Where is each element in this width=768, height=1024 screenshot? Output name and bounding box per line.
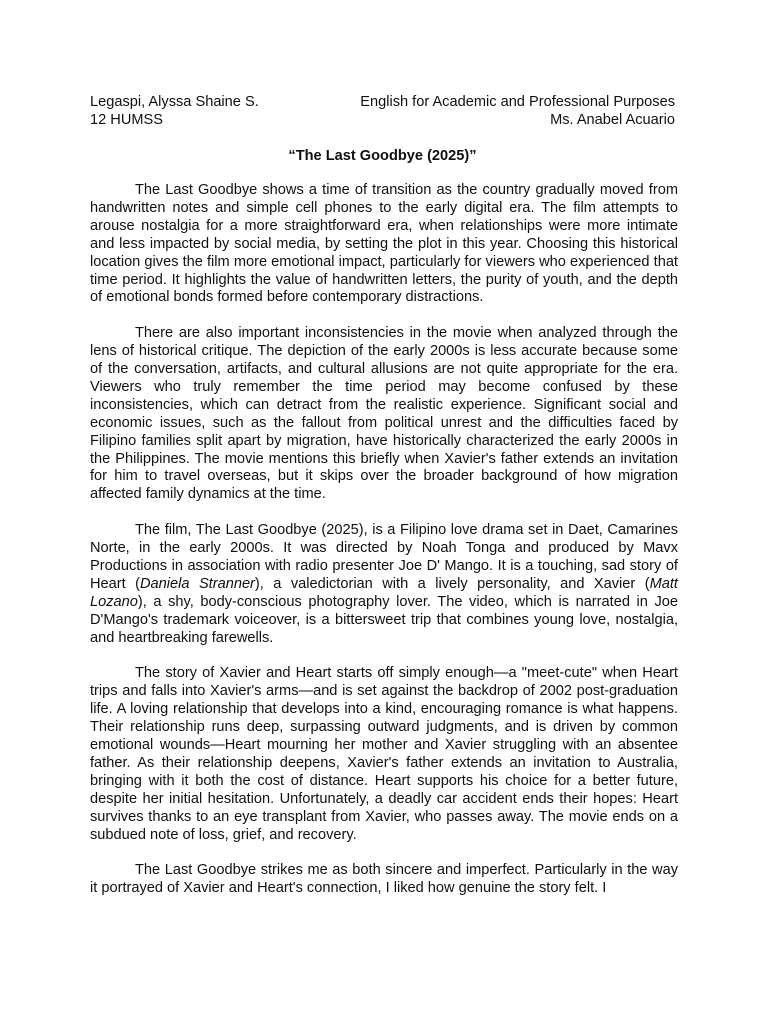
paragraph-4: The story of Xavier and Heart starts off simply enough—a "meet-cute" when Heart trips and falls into Xavier's arms—and is set against the backdrop of 2002 post-graduation life. A loving relationship that develops into a kind, encouraging romance is what happens. Their relationship runs deep, surpassing outward judgments, and is driven by common emotional wounds—Heart mourning her mother and Xavier struggling with an absentee father. As their relationship deepens, Xavier's father extends an invitation to Australia, bringing with it both the cost of distance. Heart supports his choice for a better future, despite her initial hesitation. Unfortunately, a deadly car accident ends their hopes: Heart survives thanks to an eye transplant from Xavier, who passes away. The movie ends on a subdued note of loss, grief, and recovery. [90, 665, 678, 843]
paragraph-1: The Last Goodbye shows a time of transition as the country gradually moved from handwritten notes and simple cell phones to the early digital era. The film attempts to arouse nostalgia for a more straightforward era, when relationships were more intimate and less impacted by social media, by setting the plot in this year. Choosing this historical location gives the film more emotional impact, particularly for viewers who experienced that time period. It highlights the value of handwritten letters, the purity of youth, and the depth of emotional bonds formed before contemporary distractions. [90, 182, 678, 306]
document-header [90, 93, 675, 129]
actor-name-heart: Daniela Stranner [140, 575, 255, 592]
paragraph-3-text-a: The film, The Last Goodbye (2025), is a Filipino love drama set in Daet, Camarines Norte, in the early 2000s. It was directed by Noah Tonga and produced by Mavx Productions in association with radio presenter Joe D' Mango. It is a touching, sad story of Heart ( [90, 522, 678, 592]
header-row-2 [90, 111, 675, 129]
paragraph-3-text-c: ), a shy, body-conscious photography lover. The video, which is narrated in Joe D'Mango's trademark voiceover, is a bittersweet trip that combines young love, nostalgia, and heartbreaking farewells. [90, 593, 678, 646]
paragraph-5: The Last Goodbye strikes me as both sincere and imperfect. Particularly in the way it portrayed of Xavier and Heart's connection, I liked how genuine the story felt. I [90, 862, 678, 897]
paragraph-3-text-b: ), a valedictorian with a lively personality, and Xavier ( [254, 575, 650, 592]
document-body [90, 182, 678, 898]
grade-section: 12 HUMSS [90, 112, 163, 128]
student-name: Legaspi, Alyssa Shaine S. [90, 94, 259, 110]
actor-name-xavier: Matt Lozano [90, 575, 678, 610]
header-row-1 [90, 93, 675, 111]
paragraph-3 [90, 522, 678, 647]
course-name: English for Academic and Professional Purposes [360, 94, 675, 110]
teacher-name: Ms. Anabel Acuario [550, 112, 675, 128]
document-title: “The Last Goodbye (2025)” [288, 148, 477, 164]
paragraph-2: There are also important inconsistencies in the movie when analyzed through the lens of historical critique. The depiction of the early 2000s is less accurate because some of the conversation, artifacts, and cultural allusions are not quite appropriate for the era. Viewers who truly remember the time period may become confused by these inconsistencies, which can detract from the realistic experience. Significant social and economic issues, such as the fallout from political unrest and the difficulties faced by Filipino families split apart by migration, have historically characterized the early 2000s in the Philippines. The movie mentions this briefly when Xavier's father extends an invitation for him to travel overseas, but it skips over the broader background of how migration affected family dynamics at the time. [90, 325, 678, 503]
